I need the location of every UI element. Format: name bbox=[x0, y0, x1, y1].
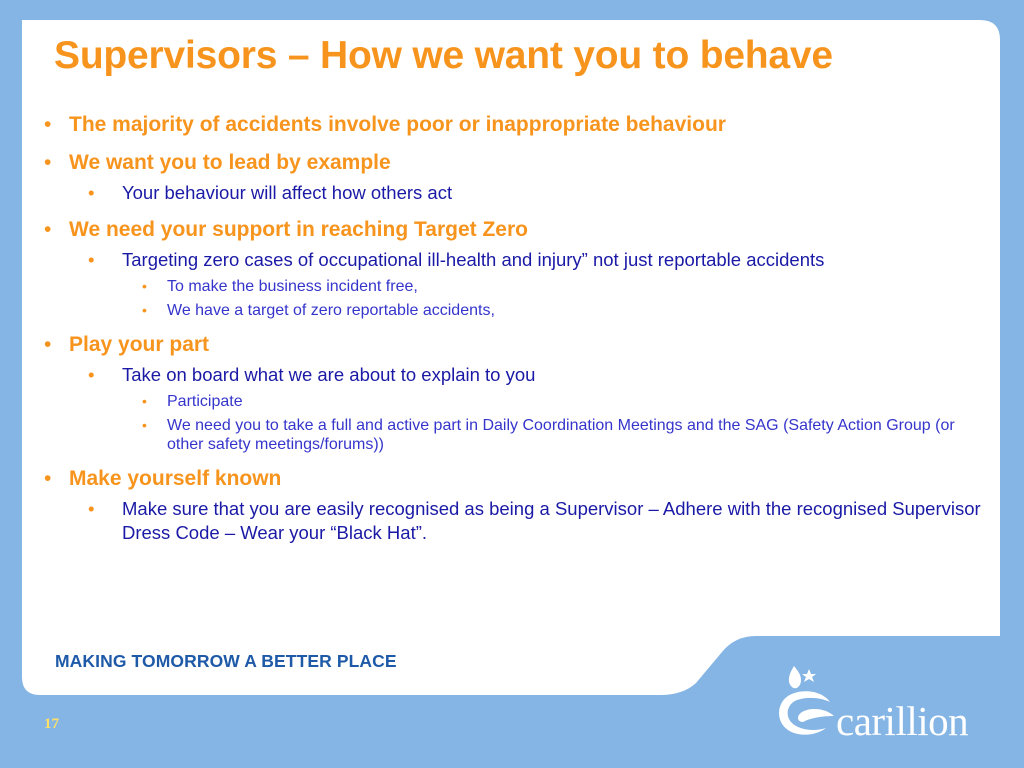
bullet-text: Play your part bbox=[69, 333, 210, 356]
list-item bbox=[44, 416, 994, 454]
bullet-list bbox=[44, 112, 994, 545]
bullet-icon: • bbox=[44, 113, 52, 136]
bullet-icon: • bbox=[142, 278, 147, 294]
logo-wordmark: carillion bbox=[836, 698, 969, 744]
bullet-icon: • bbox=[142, 393, 147, 409]
bullet-text: We want you to lead by example bbox=[69, 151, 391, 174]
bullet-text: The majority of accidents involve poor or inappropriate behaviour bbox=[69, 113, 726, 136]
bullet-icon: • bbox=[44, 218, 52, 241]
tagline: MAKING TOMORROW A BETTER PLACE bbox=[55, 651, 397, 671]
bullet-icon: • bbox=[44, 467, 52, 490]
page-number: 17 bbox=[44, 716, 59, 732]
bullet-text: We have a target of zero reportable accidents, bbox=[167, 302, 495, 319]
bullet-text: Targeting zero cases of occupational ill-health and injury” not just reportable accidents bbox=[122, 249, 825, 270]
list-item bbox=[44, 497, 994, 545]
bullet-icon: • bbox=[44, 333, 52, 356]
bullet-text: We need you to take a full and active part in Daily Coordination Meetings and the SAG (Safety Action Group (or other safety meetings/forums)) bbox=[167, 417, 955, 453]
bullet-icon: • bbox=[88, 498, 95, 519]
bullet-icon: • bbox=[142, 417, 147, 433]
bullet-text: To make the business incident free, bbox=[167, 278, 418, 295]
bullet-text: Participate bbox=[167, 393, 243, 410]
list-item bbox=[44, 248, 994, 272]
list-item bbox=[44, 301, 994, 320]
bullet-text: Make yourself known bbox=[69, 467, 282, 490]
slide-title: Supervisors – How we want you to behave bbox=[54, 34, 833, 77]
list-item bbox=[44, 277, 994, 296]
list-item bbox=[44, 150, 994, 176]
list-item bbox=[44, 392, 994, 411]
bullet-icon: • bbox=[142, 302, 147, 318]
list-item bbox=[44, 217, 994, 243]
bullet-icon: • bbox=[88, 364, 95, 385]
bullet-text: We need your support in reaching Target Zero bbox=[69, 218, 528, 241]
list-item bbox=[44, 332, 994, 358]
bullet-text: Your behaviour will affect how others act bbox=[122, 182, 453, 203]
bullet-icon: • bbox=[44, 151, 52, 174]
list-item bbox=[44, 112, 994, 138]
list-item bbox=[44, 181, 994, 205]
list-item bbox=[44, 466, 994, 492]
list-item bbox=[44, 363, 994, 387]
bullet-icon: • bbox=[88, 249, 95, 270]
bullet-text: Make sure that you are easily recognised as being a Supervisor – Adhere with the recognised Supervisor Dress Code – Wear your “Black Hat”. bbox=[122, 498, 981, 543]
bullet-text: Take on board what we are about to explain to you bbox=[122, 364, 536, 385]
bullet-icon: • bbox=[88, 182, 95, 203]
